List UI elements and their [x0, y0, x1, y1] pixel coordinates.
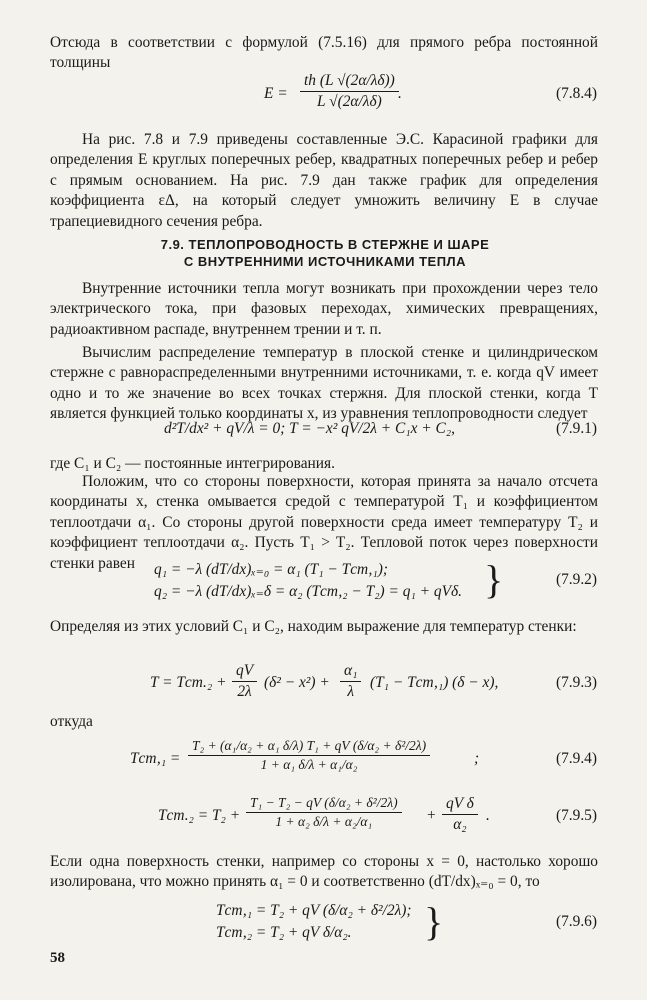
eq-794-tail: ;: [474, 750, 480, 767]
eq-792-line2: q₂ = −λ (dT/dx)ₓ₌δ = α₂ (Tст,₂ − T₂) = q₁ + qVδ.: [154, 583, 462, 600]
paragraph-suppose: Положим, что со стороны поверхности, которая принята за начало отсчета координаты x, стенка омывается средой с температурой T₁ и коэффициентом теплоотдачи α₁. Со стороны другой поверхности среда имеет температуру T₂ и коэффициент теплоотдачи α₂. Пусть T₁ > T₂. Тепловой поток через поверхности стенки равен: [50, 473, 598, 572]
eq-793-fraction2: [340, 662, 361, 701]
eq-791-text: d²T/dx² + qV/λ = 0; T = −x² qV/2λ + C₁x + C₂,: [164, 420, 456, 437]
equation-7-9-6: [0, 899, 647, 946]
eq-793-tail: (T₁ − Tст,₁) (δ − x),: [370, 674, 499, 691]
eq-796-brace: }: [424, 899, 444, 944]
eq-792-number: (7.9.2): [555, 571, 597, 588]
equation-7-9-5: [0, 795, 647, 839]
eq-795-f2-den: α₂: [453, 816, 467, 833]
paragraph-compute: Вычислим распределение температур в плоской стенке и цилиндрическом стержне с равнораспределенными внутренними источниками, т. е. когда qV имеет одно и то же значение во всех точках стержня. Для плоской стенки, когда T является функцией только координаты x, из уравнения теплопроводности следует: [50, 344, 598, 423]
eq-784-numerator: th (L √(2α/λδ)): [300, 72, 399, 92]
eq-793-f1-num: qV: [232, 662, 257, 682]
eq-784-number: (7.8.4): [555, 85, 597, 102]
eq-792-brace: }: [484, 557, 504, 602]
eq-795-number: (7.9.5): [555, 807, 597, 824]
eq-793-mid: (δ² − x²) +: [264, 674, 330, 691]
intro-paragraph: Отсюда в соответствии с формулой (7.5.16) для прямого ребра постоянной толщины: [50, 34, 598, 72]
section-heading-line2: С ВНУТРЕННИМИ ИСТОЧНИКАМИ ТЕПЛА: [183, 254, 467, 269]
equation-7-9-4: [0, 738, 647, 782]
eq-795-denominator: 1 + α₂ δ/λ + α₂/α₁: [275, 814, 373, 829]
equation-7-9-1: [0, 420, 647, 442]
eq-796-number: (7.9.6): [555, 913, 597, 930]
eq-795-numerator: T₁ − T₂ − qV (δ/α₂ + δ²/2λ): [246, 795, 402, 813]
eq-784-lhs: E =: [264, 85, 288, 102]
eq-795-f2-num: qV δ: [442, 795, 478, 815]
eq-791-number: (7.9.1): [555, 420, 597, 437]
paragraph-insulated: Если одна поверхность стенки, например со стороны x = 0, настолько хорошо изолирована, что можно принять α₁ = 0 и соответственно (dT/dx)ₓ₌₀ = 0, то: [50, 853, 598, 891]
eq-793-number: (7.9.3): [555, 674, 597, 691]
paragraph-figures: На рис. 7.8 и 7.9 приведены составленные Э.С. Карасиной графики для определения E круглых поперечных ребер, квадратных поперечных ребер и ребер с прямым основанием. На рис. 7.9 дан также график для определения коэффициента εΔ, на который следует умножить величину E в случае трапециевидного сечения ребра.: [50, 131, 598, 230]
eq-796-line2: Tст,₂ = T₂ + qV δ/α₂.: [216, 924, 352, 941]
eq-793-f1-den: 2λ: [237, 683, 252, 700]
eq-793-f2-num: α₁: [340, 662, 361, 682]
eq-793-f2-den: λ: [347, 683, 355, 700]
eq-795-fraction2: [442, 795, 478, 834]
eq-793-fraction1: [232, 662, 257, 701]
eq-784-fraction: [300, 72, 399, 111]
word-whence: откуда: [50, 713, 93, 730]
eq-792-line1: q₁ = −λ (dT/dx)ₓ₌₀ = α₁ (T₁ − Tст,₁);: [154, 561, 388, 578]
equation-7-9-3: [0, 662, 647, 706]
section-heading-line1: 7.9. ТЕПЛОПРОВОДНОСТЬ В СТЕРЖНЕ И ШАРЕ: [160, 237, 490, 252]
paragraph-constants: где C₁ и C₂ — постоянные интегрирования.: [50, 455, 335, 472]
eq-795-fraction1: [246, 795, 402, 830]
eq-794-denominator: 1 + α₁ δ/λ + α₁/α₂: [260, 757, 358, 772]
eq-793-lhs: T = Tст.₂ +: [150, 674, 227, 691]
eq-794-number: (7.9.4): [555, 750, 597, 767]
eq-795-plus: +: [426, 807, 437, 824]
eq-796-line1: Tст,₁ = T₂ + qV (δ/α₂ + δ²/2λ);: [216, 902, 412, 919]
paragraph-sources: Внутренние источники тепла могут возникать при прохождении через тело электрического тока, при фазовых переходах, химических превращениях, радиоактивном распаде, внутреннем трении и т. п.: [50, 280, 598, 338]
eq-784-tail: .: [398, 85, 402, 102]
eq-795-tail: .: [486, 807, 490, 824]
eq-784-denominator: L √(2α/λδ): [317, 93, 382, 110]
eq-794-numerator: T₂ + (α₁/α₂ + α₁ δ/λ) T₁ + qV (δ/α₂ + δ²/2λ): [188, 738, 430, 756]
paragraph-determine: Определяя из этих условий C₁ и C₂, находим выражение для температур стенки:: [50, 618, 577, 635]
page-number: 58: [50, 950, 65, 966]
equation-7-8-4: [0, 72, 647, 120]
equation-7-9-2: [0, 557, 647, 604]
eq-794-fraction: [188, 738, 430, 773]
eq-794-lhs: Tст,₁ =: [130, 750, 181, 767]
eq-795-lhs: Tст.₂ = T₂ +: [158, 807, 241, 824]
